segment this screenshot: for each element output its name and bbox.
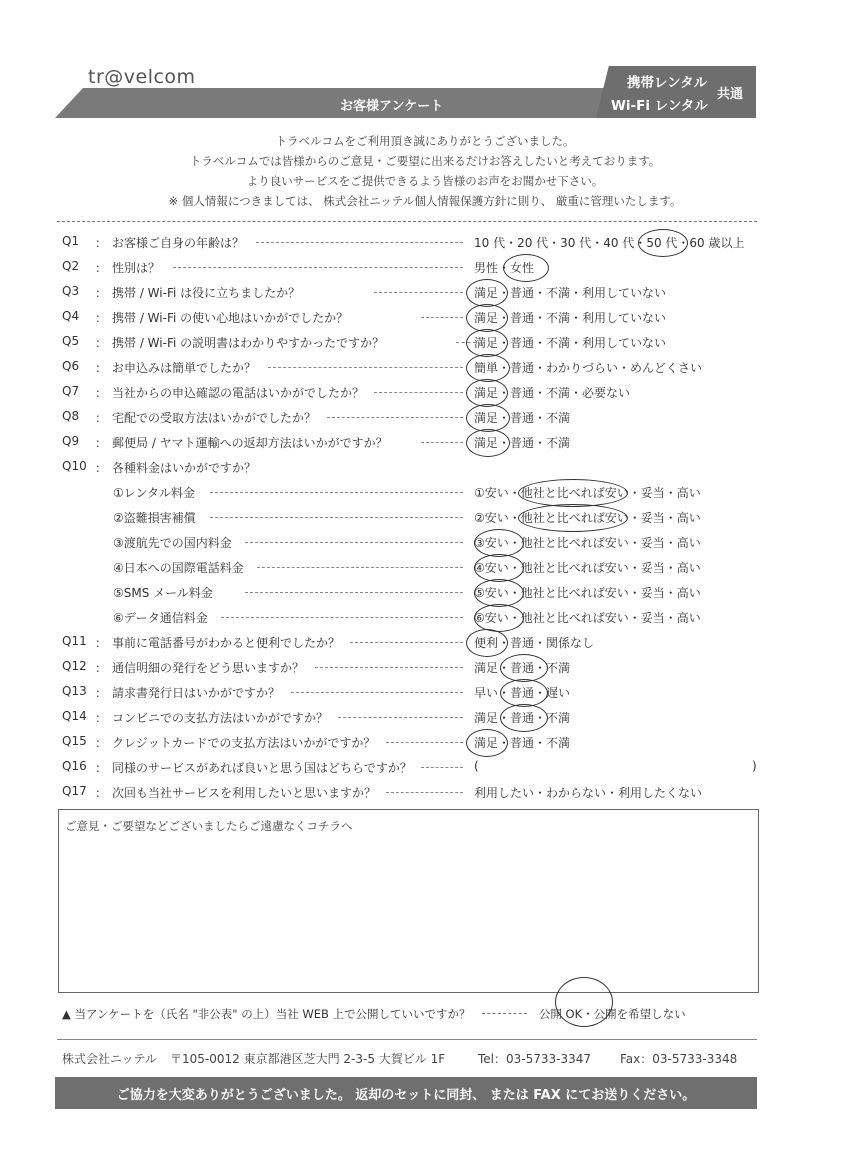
divider (57, 221, 757, 222)
question-number: Q15 (62, 734, 87, 748)
answer-options[interactable]: 便利・普通・関係なし (474, 636, 595, 650)
question-number: Q13 (62, 684, 87, 698)
selection-circle (474, 579, 524, 607)
intro-line-3: より良いサービスをご提供できるよう皆様のお声をお聞かせ下さい。 (246, 174, 604, 188)
answer-options[interactable]: 10 代・20 代・30 代・40 代・50 代・60 歳以上 (474, 236, 745, 250)
publish-answers[interactable]: 公開 OK・公開を希望しない (538, 1007, 686, 1021)
question-text: 性別は？ (112, 261, 161, 275)
intro-line-2: トラベルコムでは皆様からのご意見・ご要望に出来るだけお答えしたいと考えております。 (189, 154, 661, 168)
question-row (0, 409, 850, 431)
question-number: Q3 (62, 284, 80, 298)
fee-row (0, 559, 850, 581)
question-number: Q5 (62, 334, 80, 348)
answer-options[interactable]: 満足・普通・不満・利用していない (474, 336, 667, 350)
publish-question-text: ▲ 当アンケートを（氏名 "非公表" の上）当社 WEB 上で公開していいですか？ (62, 1007, 471, 1021)
selection-circle (466, 429, 510, 457)
selection-circle (466, 379, 508, 407)
question-colon: ： (95, 361, 108, 375)
question-colon: ： (95, 711, 108, 725)
answer-options[interactable]: ③安い・他社と比べれば安い・妥当・高い (474, 536, 701, 550)
question-colon: ： (95, 311, 108, 325)
answer-options[interactable]: ⑤安い・他社と比べれば安い・妥当・高い (474, 586, 701, 600)
question-row (0, 759, 850, 781)
question-colon: ： (95, 411, 108, 425)
question-text: お申込みは簡単でしたか？ (112, 361, 257, 375)
answer-options[interactable]: 簡単・普通・わかりづらい・めんどくさい (474, 361, 703, 375)
question-text: 事前に電話番号がわかると便利でしたか？ (112, 636, 341, 650)
answer-options[interactable]: 満足・普通・不満 (474, 436, 571, 450)
question-number: Q12 (62, 659, 87, 673)
question-row (0, 634, 850, 656)
answer-options[interactable]: 早い・普通・遅い (474, 686, 571, 700)
question-row (0, 684, 850, 706)
dotted-leader (256, 242, 463, 243)
selection-circle (474, 529, 524, 557)
selection-circle (474, 604, 524, 632)
question-colon: ： (95, 236, 108, 250)
dotted-leader (245, 592, 463, 593)
dotted-leader (245, 542, 463, 543)
answer-options[interactable]: ①安い・他社と比べれば安い・妥当・高い (474, 486, 701, 500)
selection-circle (638, 229, 688, 257)
selection-circle (466, 304, 508, 332)
question-colon: ： (95, 636, 108, 650)
fee-label: ④日本への国際電話料金 (113, 561, 244, 575)
question-text: 携帯 / Wi-Fi は役に立ちましたか？ (112, 286, 301, 300)
question-text: クレジットカードでの支払方法はいかがですか？ (112, 736, 376, 750)
selection-circle (466, 729, 508, 757)
selection-circle (500, 704, 548, 732)
selection-circle (474, 554, 524, 582)
selection-circle (555, 977, 613, 1027)
dotted-leader (421, 317, 463, 318)
question-row (0, 234, 850, 256)
question-text: 請求書発行日はいかがですか？ (112, 686, 281, 700)
company-address: 〒105-0012 東京都港区芝大門 2-3-5 大賀ビル 1F (170, 1052, 446, 1066)
question-number: Q16 (62, 759, 87, 773)
question-colon: ： (95, 736, 108, 750)
footer-divider (57, 1039, 757, 1040)
question-colon: ： (95, 286, 108, 300)
selection-circle (500, 654, 548, 682)
question-text: 携帯 / Wi-Fi の使い心地はいかがでしたか？ (112, 311, 349, 325)
question-row (0, 384, 850, 406)
service-tag-wifi: Wi-Fi レンタル (611, 98, 708, 114)
dotted-leader (210, 492, 463, 493)
fee-label: ⑤SMS メール料金 (113, 586, 213, 600)
question-text: 郵便局 / ヤマト運輸への返却方法はいかがですか？ (112, 436, 388, 450)
dotted-leader (421, 767, 463, 768)
question-row (0, 784, 850, 806)
question-number: Q9 (62, 434, 80, 448)
question-row (0, 459, 850, 481)
answer-options[interactable]: ⑥安い・他社と比べれば安い・妥当・高い (474, 611, 701, 625)
answer-options[interactable]: 満足・普通・不満・利用していない (474, 286, 667, 300)
fee-row (0, 609, 850, 631)
service-tag-common: 共通 (717, 87, 744, 102)
question-row (0, 434, 850, 456)
fee-label: ①レンタル料金 (113, 486, 195, 500)
selection-circle (466, 329, 508, 357)
question-text: 同様のサービスがあれば良いと思う国はどちらですか？ (112, 761, 412, 775)
thanks-bar (55, 1077, 757, 1109)
dotted-leader (291, 692, 463, 693)
question-text: 当社からの申込確認の電話はいかがでしたか？ (112, 386, 365, 400)
fee-row (0, 584, 850, 606)
question-number: Q17 (62, 784, 87, 798)
answer-options[interactable]: 男性・女性 (474, 261, 535, 275)
fee-row (0, 534, 850, 556)
question-row (0, 734, 850, 756)
publish-leader (482, 1013, 527, 1014)
fee-label: ③渡航先での国内料金 (113, 536, 232, 550)
dotted-leader (173, 267, 463, 268)
fee-row (0, 509, 850, 531)
question-row (0, 659, 850, 681)
dotted-leader (374, 392, 463, 393)
dotted-leader (421, 442, 463, 443)
question-colon: ： (95, 386, 108, 400)
question-number: Q1 (62, 234, 80, 248)
answer-options[interactable]: ④安い・他社と比べれば安い・妥当・高い (474, 561, 701, 575)
question-number: Q10 (62, 459, 87, 473)
selection-circle (500, 679, 548, 707)
question-number: Q14 (62, 709, 87, 723)
question-row (0, 284, 850, 306)
question-number: Q8 (62, 409, 80, 423)
company-fax: Fax：03-5733-3348 (620, 1052, 738, 1066)
question-row (0, 259, 850, 281)
question-colon: ： (95, 461, 108, 475)
fee-label: ⑥データ通信料金 (113, 611, 208, 625)
survey-title: お客様アンケート (340, 99, 444, 114)
dotted-leader (350, 642, 463, 643)
question-colon: ： (95, 336, 108, 350)
question-text: 各種料金はいかがですか？ (112, 461, 257, 475)
selection-circle (466, 279, 508, 307)
question-text: 携帯 / Wi-Fi の説明書はわかりやすかったですか？ (112, 336, 385, 350)
selection-circle (466, 629, 508, 657)
question-number: Q7 (62, 384, 80, 398)
answer-options[interactable]: ( (474, 759, 479, 773)
selection-circle (518, 504, 628, 532)
question-text: 宅配での受取方法はいかがでしたか？ (112, 411, 317, 425)
question-colon: ： (95, 761, 108, 775)
dotted-leader (315, 667, 463, 668)
answer-options[interactable]: 満足・普通・不満・必要ない (474, 386, 631, 400)
service-tag-mobile: 携帯レンタル (627, 75, 708, 91)
dotted-leader (374, 292, 463, 293)
comment-box[interactable] (58, 809, 759, 993)
question-row (0, 334, 850, 356)
selection-circle (503, 254, 549, 282)
comment-label: ご意見・ご要望などございましたらご遠慮なくコチラへ (65, 819, 353, 833)
question-colon: ： (95, 261, 108, 275)
answer-options[interactable]: 満足・普通・不満 (474, 411, 571, 425)
answer-options[interactable]: 満足・普通・不満 (474, 711, 571, 725)
logo: tr@velcom (88, 66, 196, 88)
dotted-leader (338, 717, 463, 718)
answer-options[interactable]: 満足・普通・不満 (474, 736, 571, 750)
question-number: Q6 (62, 359, 80, 373)
dotted-leader (210, 517, 463, 518)
fee-label: ②盗難損害補償 (113, 511, 196, 525)
question-row (0, 309, 850, 331)
question-number: Q2 (62, 259, 80, 273)
selection-circle (518, 479, 628, 507)
thanks-text: ご協力を大変ありがとうございました。 返却のセットに同封、 または FAX にてお送りください。 (116, 1088, 696, 1103)
question-colon: ： (95, 436, 108, 450)
question-colon: ： (95, 661, 108, 675)
answer-options[interactable]: 利用したい・わからない・利用したくない (474, 786, 703, 800)
dotted-leader (268, 367, 463, 368)
fee-row (0, 484, 850, 506)
answer-options[interactable]: 満足・普通・不満・利用していない (474, 311, 667, 325)
answer-options[interactable]: 満足・普通・不満 (474, 661, 571, 675)
question-colon: ： (95, 686, 108, 700)
question-text: コンビニでの支払方法はいかがですか？ (112, 711, 329, 725)
dotted-leader (386, 742, 463, 743)
question-number: Q11 (62, 634, 87, 648)
question-text: 次回も当社サービスを利用したいと思いますか？ (112, 786, 377, 800)
question-row (0, 709, 850, 731)
company-tel: Tel：03-5733-3347 (478, 1052, 592, 1066)
dotted-leader (257, 567, 463, 568)
question-text: お客様ご自身の年齢は？ (112, 236, 245, 250)
question-number: Q4 (62, 309, 80, 323)
answer-close-paren: ) (752, 759, 757, 773)
question-colon: ： (95, 786, 108, 800)
answer-options[interactable]: ②安い・他社と比べれば安い・妥当・高い (474, 511, 701, 525)
company-name: 株式会社ニッテル (62, 1052, 157, 1066)
question-row (0, 359, 850, 381)
intro-line-1: トラベルコムをご利用頂き誠にありがとうございました。 (275, 134, 575, 148)
dotted-leader (386, 792, 463, 793)
privacy-note: ※ 個人情報につきましては、 株式会社ニッテル個人情報保護方針に則り、 厳重に管理いたします。 (168, 194, 682, 208)
selection-circle (466, 354, 510, 382)
dotted-leader (221, 617, 463, 618)
dotted-leader (327, 417, 463, 418)
selection-circle (466, 404, 510, 432)
question-text: 通信明細の発行をどう思いますか？ (112, 661, 305, 675)
